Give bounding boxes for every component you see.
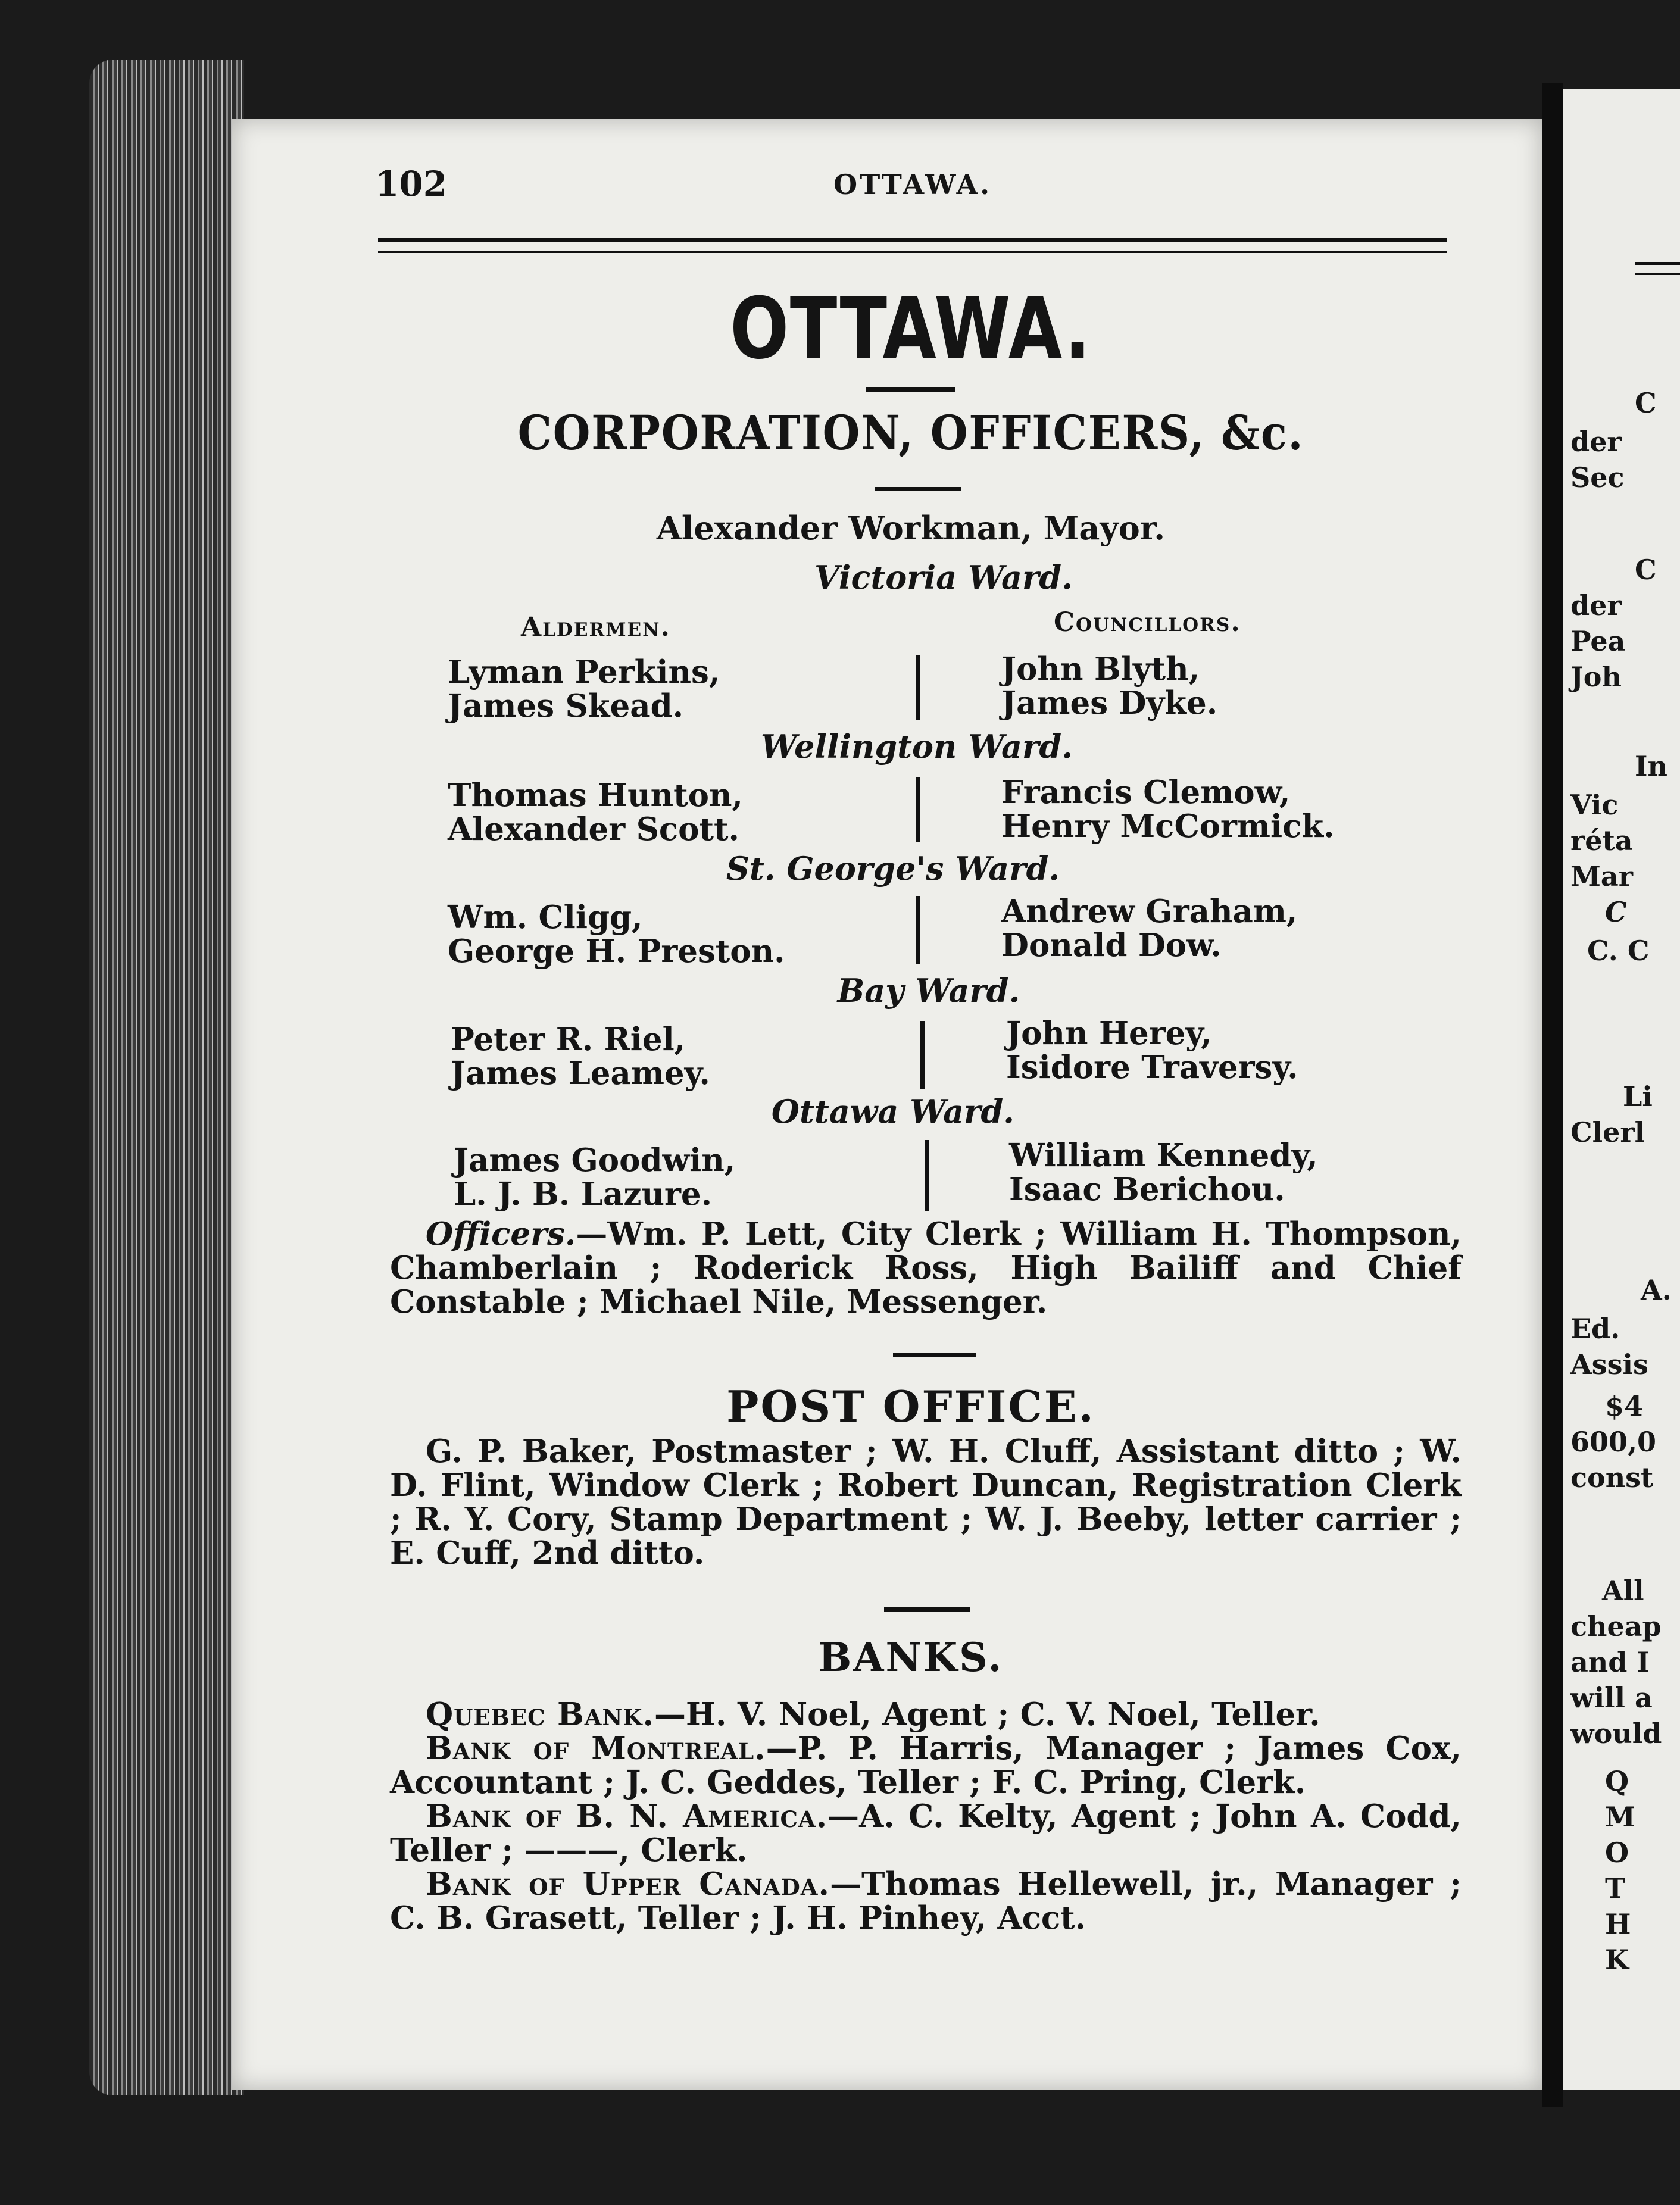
alderman-name: James Skead.: [448, 688, 684, 724]
adjacent-text: der: [1570, 589, 1622, 621]
adjacent-text: M: [1605, 1801, 1635, 1833]
ward-name-victoria: Victoria Ward.: [814, 558, 1073, 596]
adjacent-text: Assis: [1570, 1348, 1648, 1381]
adjacent-text: and I: [1570, 1646, 1650, 1678]
adjacent-text: H: [1605, 1908, 1631, 1940]
councillors-column-head: Councillors.: [1054, 607, 1241, 638]
bank-name: Quebec Bank.: [426, 1696, 654, 1733]
bank-name: Bank of Upper Canada.: [426, 1866, 830, 1903]
councillor-name: John Herey,: [1006, 1015, 1212, 1052]
adjacent-text: Pea: [1570, 625, 1626, 657]
adjacent-text: K: [1605, 1944, 1629, 1976]
councillor-name: Francis Clemow,: [1001, 774, 1291, 811]
adjacent-text: $4: [1605, 1390, 1644, 1422]
adjacent-text: Q: [1605, 1765, 1629, 1797]
column-divider: [925, 1140, 929, 1211]
ward-name-bay: Bay Ward.: [837, 972, 1020, 1010]
alderman-name: James Goodwin,: [454, 1142, 736, 1179]
post-office-paragraph: [390, 1435, 1462, 1570]
adjacent-text: C: [1605, 896, 1627, 928]
adjacent-text: will a: [1570, 1682, 1653, 1714]
bank-staff: —P. P. Harris, Manager ; James Cox, Accountant ; J. C. Geddes, Teller ; F. C. Pring, Clerk.: [390, 1730, 1462, 1801]
adjacent-text: Sec: [1570, 461, 1625, 494]
bank-entry: [390, 1867, 1462, 1935]
adjacent-text: O: [1605, 1837, 1629, 1869]
adjacent-text: C: [1635, 387, 1657, 419]
column-divider: [920, 1021, 925, 1089]
adjacent-text: der: [1570, 426, 1622, 458]
alderman-name: Wm. Cligg,: [448, 899, 643, 936]
post-office-heading: POST OFFICE.: [726, 1381, 1095, 1432]
page-number: 102: [375, 164, 448, 204]
post-office-text: G. P. Baker, Postmaster ; W. H. Cluff, Assistant ditto ; W. D. Flint, Window Clerk ; Robert Duncan, Registration Clerk ; R. Y. Cory, Stamp Department ; W. J. Beeby, letter carrier ; E. Cuff, 2nd ditto.: [390, 1433, 1462, 1572]
bank-name: Bank of Montreal.: [426, 1730, 766, 1767]
alderman-name: Thomas Hunton,: [448, 777, 743, 814]
officers-text: —Wm. P. Lett, City Clerk ; William H. Thompson, Chamberlain ; Roderick Ross, High Bailiff and Chief Constable ; Michael Nile, Messenger.: [390, 1216, 1462, 1320]
ward-name-st-georges: St. George's Ward.: [726, 849, 1060, 888]
mayor-line: Alexander Workman, Mayor.: [656, 509, 1166, 547]
bank-staff: —Thomas Hellewell, jr., Manager ; C. B. Grasett, Teller ; J. H. Pinhey, Acct.: [390, 1866, 1462, 1937]
post-office-divider: [893, 1353, 976, 1357]
councillor-name: Isaac Berichou.: [1009, 1171, 1285, 1208]
adjacent-text: Vic: [1570, 789, 1619, 821]
adjacent-text: réta: [1570, 824, 1633, 857]
column-divider: [916, 896, 920, 964]
ward-name-ottawa: Ottawa Ward.: [771, 1092, 1015, 1130]
officers-paragraph: [390, 1217, 1462, 1319]
councillor-name: Isidore Traversy.: [1006, 1049, 1298, 1086]
running-head: [375, 164, 1447, 205]
bank-entry: [390, 1800, 1462, 1867]
alderman-name: Alexander Scott.: [448, 811, 739, 848]
alderman-name: L. J. B. Lazure.: [454, 1176, 713, 1213]
bank-name: Bank of B. N. America.: [426, 1798, 828, 1835]
adjacent-text: const: [1570, 1461, 1654, 1494]
head-rule: [378, 238, 1447, 253]
adjacent-text: Li: [1623, 1080, 1653, 1113]
adjacent-text: In: [1635, 750, 1667, 782]
banks-paragraph: [390, 1698, 1462, 1935]
councillor-name: Henry McCormick.: [1001, 808, 1335, 845]
councillor-name: James Dyke.: [1001, 685, 1218, 722]
bank-staff: —H. V. Noel, Agent ; C. V. Noel, Teller.: [654, 1696, 1320, 1733]
column-divider: [916, 777, 920, 842]
adjacent-text: C. C: [1587, 935, 1650, 967]
alderman-name: Lyman Perkins,: [448, 654, 720, 691]
ward-name-wellington: Wellington Ward.: [760, 727, 1073, 766]
banks-heading: BANKS.: [818, 1634, 1004, 1681]
bank-staff: —A. C. Kelty, Agent ; John A. Codd, Teller ; ———, Clerk.: [390, 1798, 1462, 1869]
book-page-edges: [89, 60, 244, 2095]
alderman-name: George H. Preston.: [448, 933, 785, 970]
adjacent-text: would: [1570, 1717, 1662, 1750]
adjacent-page-rule: [1635, 262, 1680, 275]
adjacent-page-fragment: [1563, 89, 1680, 2090]
councillor-name: John Blyth,: [1001, 651, 1200, 688]
adjacent-text: C: [1635, 554, 1657, 586]
page-title: OTTAWA.: [730, 280, 1092, 378]
corporation-heading: CORPORATION, OFFICERS, &c.: [517, 405, 1304, 461]
adjacent-text: Ed.: [1570, 1313, 1620, 1345]
alderman-name: James Leamey.: [451, 1055, 710, 1092]
corporation-divider: [875, 487, 961, 491]
aldermen-column-head: Aldermen.: [521, 612, 671, 642]
book-gutter: [1542, 83, 1563, 2107]
title-divider: [866, 387, 955, 392]
adjacent-text: Mar: [1570, 860, 1633, 892]
councillor-name: William Kennedy,: [1009, 1137, 1318, 1174]
councillor-name: Andrew Graham,: [1001, 893, 1298, 930]
banks-divider: [884, 1607, 970, 1612]
officers-lead: Officers.: [426, 1216, 576, 1253]
adjacent-text: All: [1602, 1575, 1644, 1607]
adjacent-text: T: [1605, 1872, 1626, 1904]
councillor-name: Donald Dow.: [1001, 927, 1222, 964]
column-divider: [916, 655, 920, 720]
bank-entry: [390, 1698, 1462, 1732]
running-title: OTTAWA.: [833, 168, 992, 201]
alderman-name: Peter R. Riel,: [451, 1021, 686, 1058]
adjacent-text: Clerl: [1570, 1116, 1645, 1148]
adjacent-text: 600,0: [1570, 1426, 1657, 1458]
adjacent-text: cheap: [1570, 1610, 1662, 1642]
bank-entry: [390, 1732, 1462, 1800]
adjacent-text: Joh: [1570, 661, 1622, 693]
adjacent-text: A.: [1641, 1274, 1672, 1306]
